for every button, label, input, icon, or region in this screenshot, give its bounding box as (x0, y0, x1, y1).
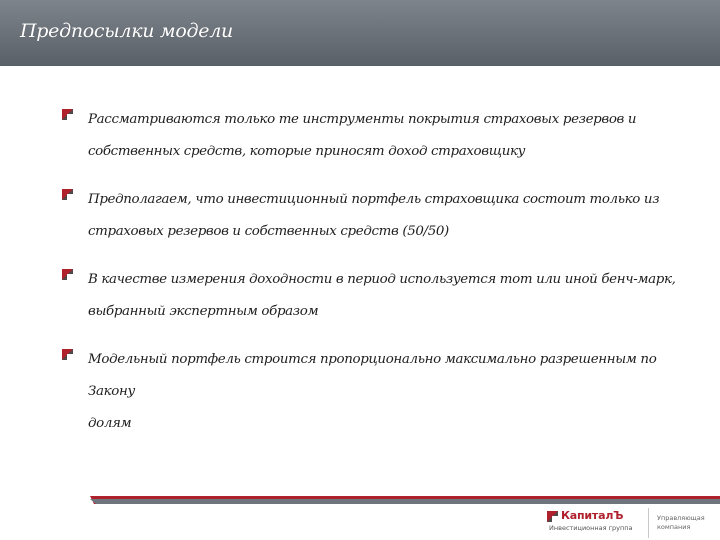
company-label (657, 514, 705, 532)
bullet-line: собственных средств, которые приносят доход страховщику (88, 144, 526, 159)
bullet-text (88, 344, 682, 440)
bullet-text (88, 104, 682, 168)
list-item (62, 344, 682, 440)
square-bullet-icon (62, 349, 73, 360)
logo-subtitle: Инвестиционная группа (549, 524, 633, 532)
page-title: Предпосылки модели (20, 20, 233, 42)
list-item (62, 104, 682, 168)
bullet-line: страховых резервов и собственных средств (50/50) (88, 224, 449, 239)
title-bar (0, 0, 720, 66)
bullet-list (62, 104, 682, 456)
kapital-logo-icon (547, 511, 558, 522)
bullet-line: Модельный портфель строится пропорционально максимально разрешенным по Закону (88, 352, 657, 399)
bullet-text (88, 184, 682, 248)
bullet-line: Предполагаем, что инвестиционный портфель страховщика состоит только из (88, 192, 660, 207)
bullet-line: долям (88, 416, 132, 431)
logo-divider (648, 508, 649, 538)
square-bullet-icon (62, 109, 73, 120)
list-item (62, 264, 682, 328)
bullet-line: выбранный экспертным образом (88, 304, 319, 319)
company-line: Управляющая (657, 514, 705, 522)
company-line: компания (657, 523, 691, 531)
footer-stripe (90, 496, 720, 504)
square-bullet-icon (62, 189, 73, 200)
logo-brand: КапиталЪ (561, 509, 624, 522)
bullet-text (88, 264, 682, 328)
bullet-line: В качестве измерения доходности в период используется тот или иной бенч-марк, (88, 272, 676, 287)
square-bullet-icon (62, 269, 73, 280)
list-item (62, 184, 682, 248)
bullet-line: Рассматриваются только те инструменты покрытия страховых резервов и (88, 112, 637, 127)
